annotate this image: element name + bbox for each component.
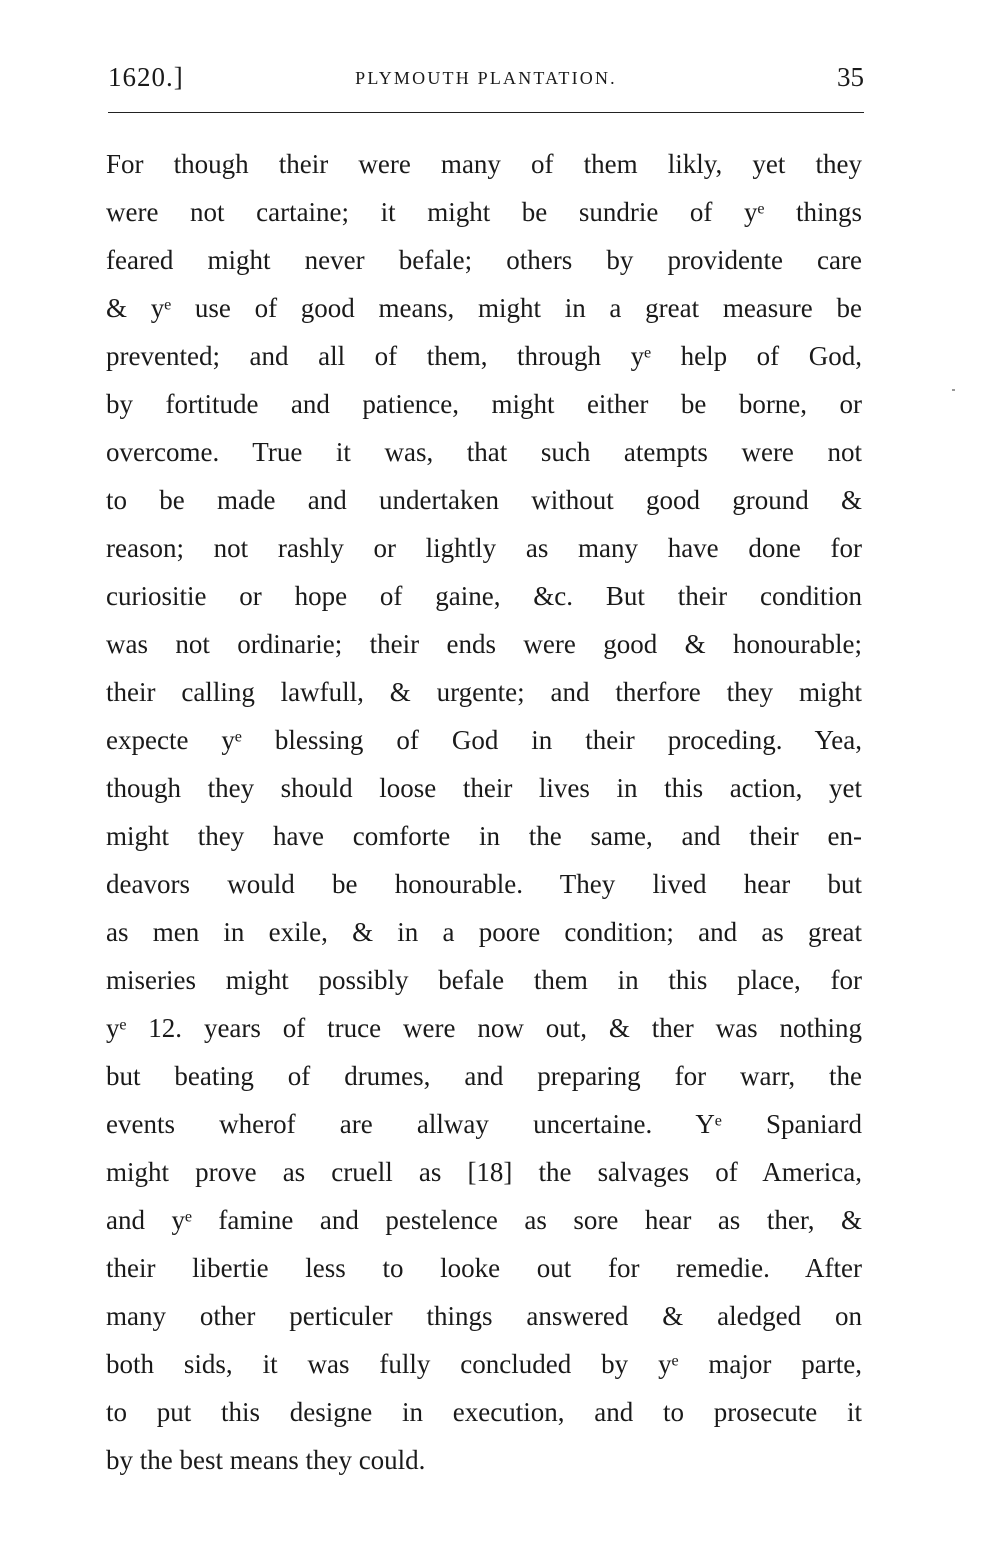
text-line: & yᵉ use of good means, might in a great measure be <box>106 293 862 323</box>
text-line: curiositie or hope of gaine, &c. But their condition <box>106 581 862 611</box>
text-line: and yᵉ famine and pestelence as sore hear as ther, & <box>106 1205 862 1235</box>
text-line: as men in exile, & in a poore condition; and as great <box>106 917 862 947</box>
body-paragraph <box>106 140 862 1484</box>
text-line: might they have comforte in the same, and their en- <box>106 821 862 851</box>
text-line: yᵉ 12. years of truce were now out, & ther was nothing <box>106 1013 862 1043</box>
text-line: might prove as cruell as [18] the salvages of America, <box>106 1157 862 1187</box>
text-line: by fortitude and patience, might either be borne, or <box>106 389 862 419</box>
text-line: overcome. True it was, that such atempts were not <box>106 437 862 467</box>
text-line: both sids, it was fully concluded by yᵉ major parte, <box>106 1349 862 1379</box>
margin-speck <box>952 389 955 391</box>
text-line: their libertie less to looke out for remedie. After <box>106 1253 862 1283</box>
text-line: reason; not rashly or lightly as many have done for <box>106 533 862 563</box>
running-header <box>108 62 864 98</box>
text-line: many other perticuler things answered & aledged on <box>106 1301 862 1331</box>
text-line: though they should loose their lives in this action, yet <box>106 773 862 803</box>
text-line: prevented; and all of them, through yᵉ help of God, <box>106 341 862 371</box>
page-number: 35 <box>837 62 864 92</box>
header-title: PLYMOUTH PLANTATION. <box>355 68 617 88</box>
text-line: For though their were many of them likly, yet they <box>106 149 862 179</box>
text-line: was not ordinarie; their ends were good & honourable; <box>106 629 862 659</box>
text-line: events wherof are allway uncertaine. Yᵉ Spaniard <box>106 1109 862 1139</box>
text-line: but beating of drumes, and preparing for warr, the <box>106 1061 862 1091</box>
text-line: feared might never befale; others by providente care <box>106 245 862 275</box>
text-line: to be made and undertaken without good ground & <box>106 485 862 515</box>
text-line-last: by the best means they could. <box>106 1445 426 1475</box>
text-line: were not cartaine; it might be sundrie of yᵉ things <box>106 197 862 227</box>
text-line: their calling lawfull, & urgente; and therfore they might <box>106 677 862 707</box>
text-line: miseries might possibly befale them in this place, for <box>106 965 862 995</box>
text-line: deavors would be honourable. They lived hear but <box>106 869 862 899</box>
text-line: expecte yᵉ blessing of God in their proceding. Yea, <box>106 725 862 755</box>
header-rule <box>108 112 864 113</box>
header-year: 1620.] <box>108 62 184 92</box>
text-line: to put this designe in execution, and to prosecute it <box>106 1397 862 1427</box>
